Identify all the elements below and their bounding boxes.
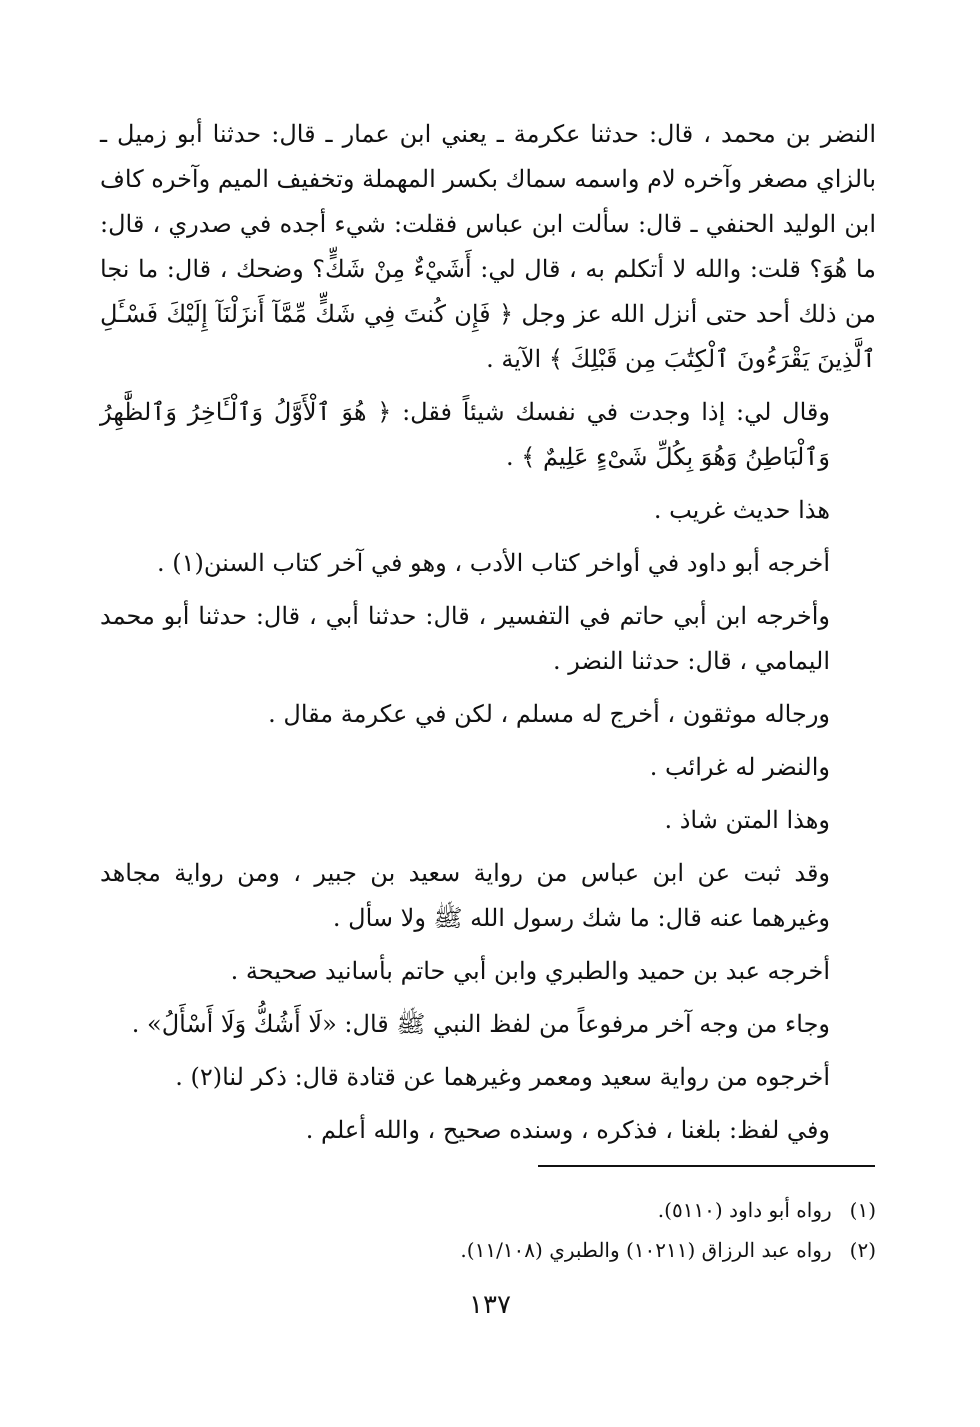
footnote-number: (٢) — [849, 1238, 876, 1262]
paragraph-hadith-chain: النضر بن محمد ، قال: حدثنا عكرمة ـ يعني ابن عمار ـ قال: حدثنا أبو زميل ـ بالزاي مصغر وآخره لام واسمه سماك بكسر المهملة وتخفيف الميم وآخره كاف ابن الوليد الحنفي ـ قال: سألت ابن عباس فقلت: شيء أجده في صدري ، قال: ما هُوَ؟ قلت: والله لا أتكلم به ، قال لي: أَشَيْءٌ مِنْ شَكٍّ؟ وضحك ، قال: ما نجا من ذلك أحد حتى أنزل الله عز وجل ﴿ فَإِن كُنتَ فِي شَكٍّ مِّمَّآ أَنزَلْنَآ إِلَيْكَ فَسْـَٔلِ ٱلَّذِينَ يَقْرَءُونَ ٱلْكِتَٰبَ مِن قَبْلِكَ ﴾ الآية . — [100, 120, 877, 373]
footnote-divider — [538, 1165, 875, 1167]
paragraph-narrators: ورجاله موثقون ، أخرج له مسلم ، لكن في عكرمة مقال . — [268, 700, 830, 728]
paragraph-abu-dawud: أخرجه أبو داود في أواخر كتاب الأدب ، وهو في آخر كتاب السنن(١) . — [156, 549, 830, 577]
paragraph-quran-advice: وقال لي: إذا وجدت في نفسك شيئاً فقل: ﴿ هُوَ ٱلْأَوَّلُ وَٱلْـَٔاخِرُ وَٱلظَّٰهِرُ وَٱلْبَاطِنُ وَهُوَ بِكُلِّ شَىْءٍ عَلِيمٌ ﴾ . — [100, 398, 830, 471]
paragraph-grading: هذا حديث غريب . — [653, 496, 830, 524]
paragraph-ibn-abi-hatim: وأخرجه ابن أبي حاتم في التفسير ، قال: حدثنا أبي ، قال: حدثنا أبو محمد اليمامي ، قال: حدثنا النضر . — [100, 602, 830, 675]
footnote-item — [100, 1230, 876, 1270]
paragraph-conclusion: وفي لفظ: بلغنا ، فذكره ، وسنده صحيح ، والله أعلم . — [305, 1116, 830, 1144]
footnote-number: (١) — [849, 1198, 876, 1222]
paragraph-ibn-abbas: وقد ثبت عن ابن عباس من رواية سعيد بن جبير ، ومن رواية مجاهد وغيرهما عنه قال: ما شك رسول الله ﷺ ولا سأل . — [100, 859, 831, 932]
paragraph-marfu: وجاء من وجه آخر مرفوعاً من لفظ النبي ﷺ قال: «لَا أَشُكُّ وَلَا أَسْأَلُ» . — [131, 1010, 830, 1038]
footnote-text: رواه أبو داود (٥١١٠). — [657, 1198, 832, 1222]
paragraph-matn: وهذا المتن شاذ . — [664, 806, 830, 834]
page-number: ١٣٧ — [469, 1290, 511, 1320]
main-text — [100, 112, 876, 1161]
footnotes — [100, 1190, 876, 1270]
paragraph-abd-humayd: أخرجه عبد بن حميد والطبري وابن أبي حاتم بأسانيد صحيحة . — [230, 957, 830, 985]
footnote-text: رواه عبد الرزاق (١٠٢١١) والطبري (١١/١٠٨). — [460, 1238, 832, 1262]
footnote-item — [100, 1190, 876, 1230]
paragraph-nadr: والنضر له غرائب . — [649, 753, 830, 781]
paragraph-qatada: أخرجوه من رواية سعيد ومعمر وغيرهما عن قتادة قال: ذكر لنا(٢) . — [175, 1063, 830, 1091]
